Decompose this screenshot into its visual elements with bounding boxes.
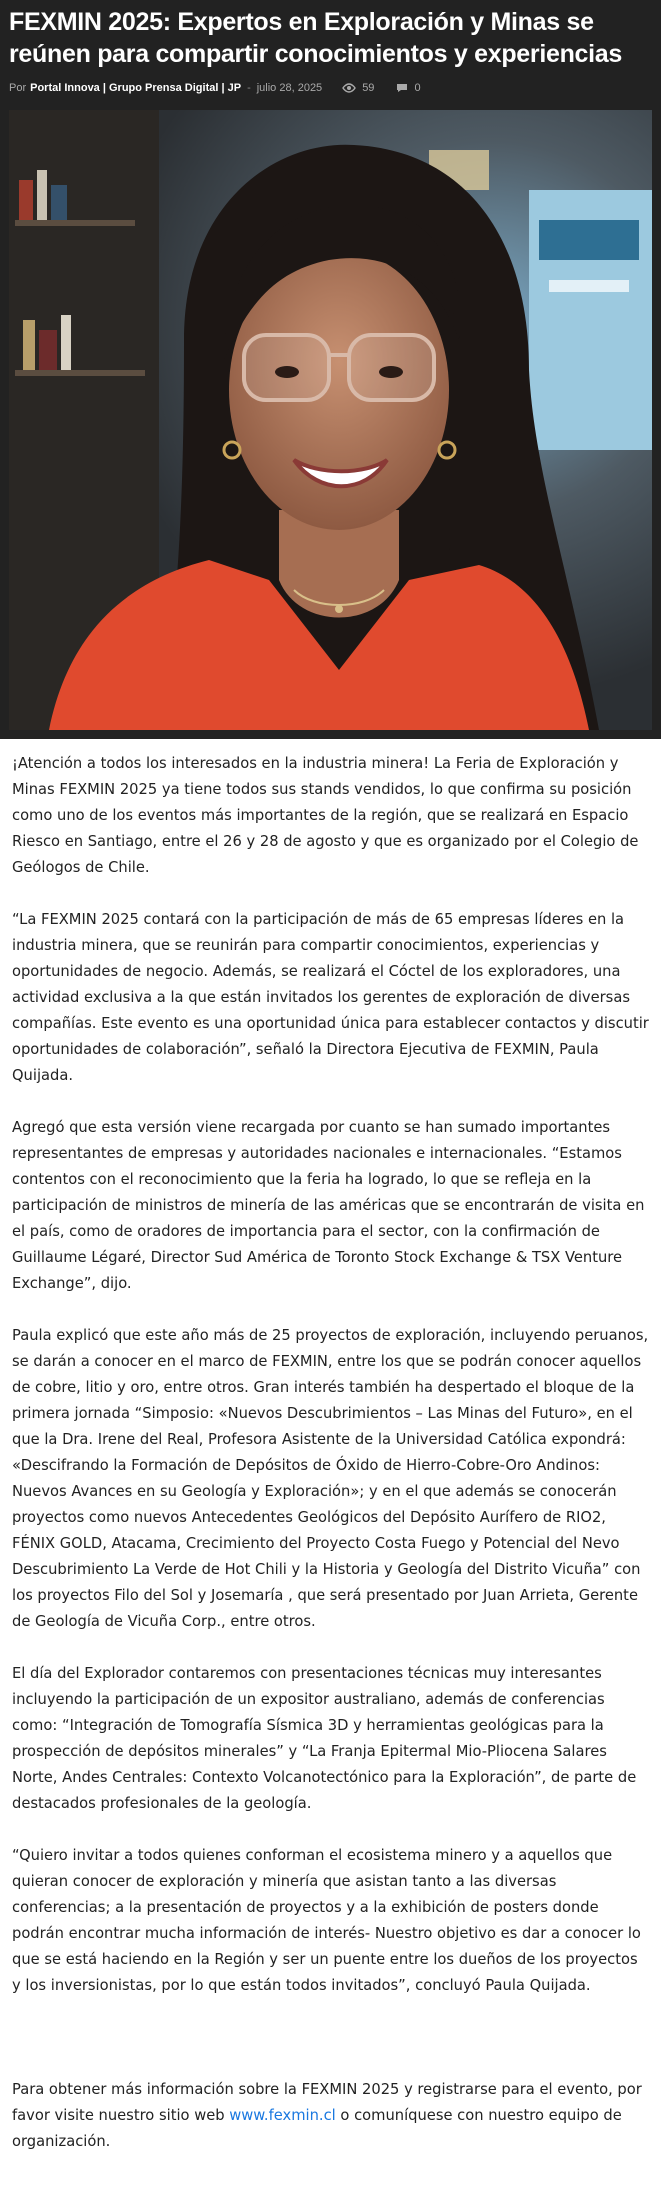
portrait-illustration: [9, 110, 652, 730]
article-title: FEXMIN 2025: Expertos en Exploración y Minas se reúnen para compartir conocimientos y experiencias: [9, 8, 623, 68]
comments-count: 0: [414, 82, 421, 94]
by-label: Por: [9, 82, 27, 94]
featured-image: [9, 110, 652, 730]
website-link[interactable]: www.fexmin.cl: [229, 2107, 336, 2124]
body-paragraph-contact: [12, 2077, 649, 2155]
body-paragraph: ¡Atención a todos los interesados en la industria minera! La Feria de Exploración y Minas FEXMIN 2025 ya tiene todos sus stands vendidos, lo que confirma su posición como uno de los eventos más importantes de la región, que se realizará en Espacio Riesco en Santiago, entre el 26 y 28 de agosto y que es organizado por el Colegio de Geólogos de Chile.: [12, 755, 639, 876]
contact-text-before: Para obtener más información sobre la FEXMIN 2025 y registrarse para el evento, por favor visite nuestro sitio web: [12, 2081, 642, 2124]
views-count: 59: [362, 82, 375, 94]
article-body: [0, 739, 661, 2155]
article-meta: [9, 76, 652, 100]
body-paragraph: Agregó que esta versión viene recargada por cuanto se han sumado importantes representantes de empresas y autoridades nacionales e internacionales. “Estamos contentos con el reconocimiento que la feria ha logrado, lo que se refleja en la participación de ministros de minería de las américas que se encontrarán de visita en el país, como de oradores de importancia para el sector, con la confirmación de Guillaume Légaré, Director Sud América de Toronto Stock Exchange & TSX Venture Exchange”, dijo.: [12, 1119, 645, 1292]
comment-icon: [396, 83, 408, 93]
paragraph-spacer: [12, 2025, 649, 2077]
body-paragraph: El día del Explorador contaremos con presentaciones técnicas muy interesantes incluyendo la participación de un expositor australiano, además de conferencias como: “Integración de Tomografía Sísmica 3D y herramientas geológicas para la prospección de depósitos minerales” y “La Franja Epitermal Mio-Pliocena Salares Norte, Andes Centrales: Contexto Volcanotectónico para la Exploración”, de parte de destacados profesionales de la geología.: [12, 1665, 637, 1812]
article-header: [0, 0, 661, 739]
eye-icon: [342, 83, 356, 93]
comments-counter[interactable]: [396, 82, 420, 94]
body-paragraph: Paula explicó que este año más de 25 proyectos de exploración, incluyendo peruanos, se darán a conocer en el marco de FEXMIN, entre los que se podrán conocer aquellos de cobre, litio y oro, entre otros. Gran interés también ha despertado el bloque de la primera jornada “Simposio: «Nuevos Descubrimientos – Las Minas del Futuro», en el que la Dra. Irene del Real, Profesora Asistente de la Universidad Católica expondrá: «Descifrando la Formación de Depósitos de Óxido de Hierro-Cobre-Oro Andinos: Nuevos Avances en su Geología y Exploración»; y en el que además se conocerán proyectos como nuevos Antecedentes Geológicos del Depósito Aurífero de RIO2, FÉNIX GOLD, Atacama, Crecimiento del Proyecto Costa Fuego y Potencial del Nevo Descubrimiento La Verde de Hot Chili y la Historia y Geología del Distrito Vicuña” con los proyectos Filo del Sol y Josemaría , que será presentado por Juan Arrieta, Gerente de Geología de Vicuña Corp., entre otros.: [12, 1327, 649, 1630]
body-paragraph: “La FEXMIN 2025 contará con la participación de más de 65 empresas líderes en la industria minera, que se reunirán para compartir conocimientos, experiencias y oportunidades de negocio. Además, se realizará el Cóctel de los exploradores, una actividad exclusiva a la que están invitados los gerentes de exploración de diversas compañías. Este evento es una oportunidad única para establecer contactos y discutir oportunidades de colaboración”, señaló la Directora Ejecutiva de FEXMIN, Paula Quijada.: [12, 911, 649, 1084]
publish-date: julio 28, 2025: [256, 82, 323, 94]
contact-text-after: o comuníquese con nuestro equipo de organización.: [12, 2107, 622, 2150]
author-link[interactable]: Portal Innova | Grupo Prensa Digital | JP: [30, 82, 242, 94]
views-counter: [342, 82, 374, 94]
meta-separator: -: [247, 82, 251, 94]
body-paragraph: “Quiero invitar a todos quienes conforman el ecosistema minero y a aquellos que quieran conocer de exploración y minería que asistan tanto a las diversas conferencias; a la presentación de proyectos y a la exhibición de posters donde podrán encontrar mucha información de interés- Nuestro objetivo es dar a conocer lo que se está haciendo en la Región y ser un puente entre los dueños de los proyectos y los inversionistas, por lo que están todos invitados”, concluyó Paula Quijada.: [12, 1847, 641, 1994]
